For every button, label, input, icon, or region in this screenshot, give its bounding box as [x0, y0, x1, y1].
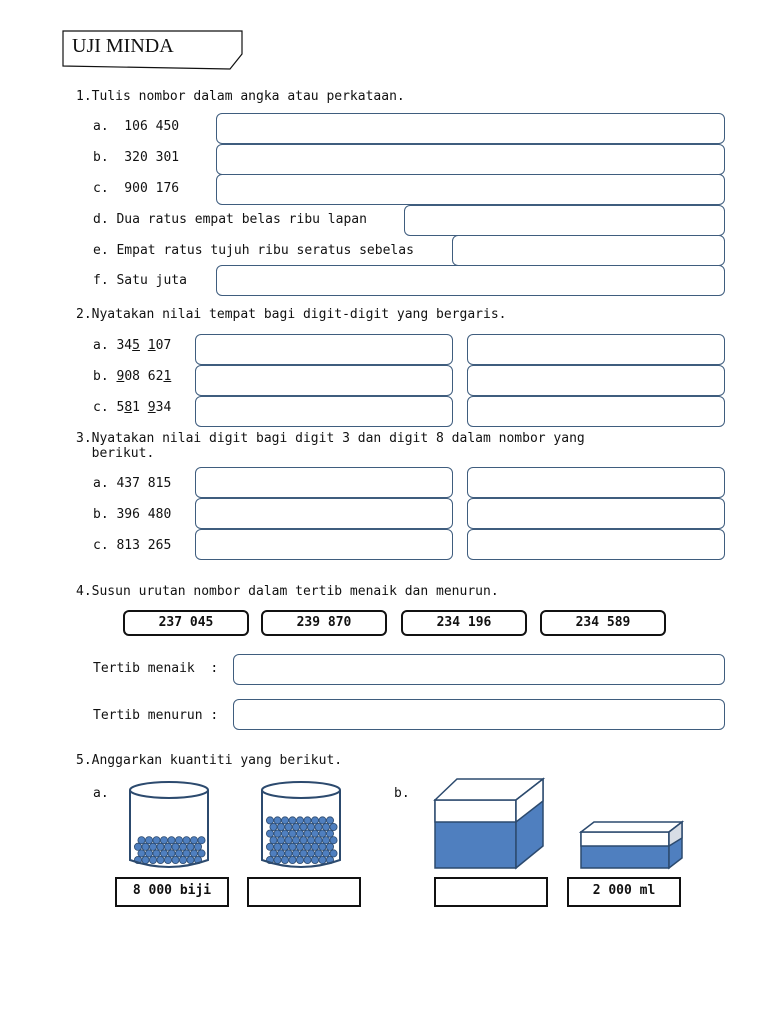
q3-item-c-label: c. 813 265 [93, 538, 172, 553]
q3-answer-c-2[interactable] [467, 529, 725, 560]
q3-answer-b-2[interactable] [467, 498, 725, 529]
q5-answer-b2: 2 000 ml [567, 877, 681, 907]
q3-answer-a-2[interactable] [467, 467, 725, 498]
q1-answer-c[interactable] [216, 174, 725, 205]
q5-part-a-label: a. [93, 786, 109, 801]
q1-answer-f[interactable] [216, 265, 725, 296]
large-water-container-icon [432, 776, 548, 872]
q5-part-b-label: b. [394, 786, 410, 801]
underlined-digit: 1 [147, 338, 156, 353]
q4-prompt: 4.Susun urutan nombor dalam tertib menaik dan menurun. [76, 584, 499, 599]
number-card-1: 237 045 [123, 610, 249, 636]
q2-answer-c-2[interactable] [467, 396, 725, 427]
q3-item-b-label: b. 396 480 [93, 507, 172, 522]
q1-answer-d[interactable] [404, 205, 725, 236]
small-water-container-icon [578, 818, 686, 872]
q3-answer-a-1[interactable] [195, 467, 453, 498]
q5-prompt: 5.Anggarkan kuantiti yang berikut. [76, 753, 343, 768]
underlined-digit: 9 [116, 369, 125, 384]
q1-item-a-label: a. 106 450 [93, 119, 180, 134]
q1-item-e-label: e. Empat ratus tujuh ribu seratus sebelas [93, 243, 414, 258]
q1-answer-e[interactable] [452, 235, 725, 266]
q2-item-b-label: b. 908 621 [93, 369, 172, 384]
jar-with-beads-large-icon [258, 778, 346, 874]
q2-item-a-label: a. 345 107 [93, 338, 172, 353]
ascending-label: Tertib menaik : [93, 661, 219, 676]
q2-item-c-label: c. 581 934 [93, 400, 172, 415]
number-card-2: 239 870 [261, 610, 387, 636]
q1-item-d-label: d. Dua ratus empat belas ribu lapan [93, 212, 367, 227]
underlined-digit: 8 [124, 400, 133, 415]
q5-answer-a1: 8 000 biji [115, 877, 229, 907]
q2-answer-a-2[interactable] [467, 334, 725, 365]
q5-answer-a2[interactable] [247, 877, 361, 907]
underlined-digit: 1 [163, 369, 172, 384]
number-card-4: 234 589 [540, 610, 666, 636]
q1-answer-a[interactable] [216, 113, 725, 144]
q3-prompt-line1: 3.Nyatakan nilai digit bagi digit 3 dan digit 8 dalam nombor yang [76, 431, 585, 446]
q1-item-c-label: c. 900 176 [93, 181, 180, 196]
underlined-digit: 5 [132, 338, 140, 353]
descending-label: Tertib menurun : [93, 708, 219, 723]
underlined-digit: 9 [147, 400, 156, 415]
number-card-3: 234 196 [401, 610, 527, 636]
q3-prompt-line2: berikut. [76, 446, 155, 461]
q2-prompt: 2.Nyatakan nilai tempat bagi digit-digit yang bergaris. [76, 307, 507, 322]
q3-item-a-label: a. 437 815 [93, 476, 172, 491]
q2-answer-a-1[interactable] [195, 334, 453, 365]
q1-answer-b[interactable] [216, 144, 725, 175]
q2-answer-c-1[interactable] [195, 396, 453, 427]
q3-answer-c-1[interactable] [195, 529, 453, 560]
q5-answer-b1[interactable] [434, 877, 548, 907]
ascending-answer[interactable] [233, 654, 725, 685]
q1-item-f-label: f. Satu juta [93, 273, 187, 288]
q2-answer-b-2[interactable] [467, 365, 725, 396]
q2-answer-b-1[interactable] [195, 365, 453, 396]
q1-prompt: 1.Tulis nombor dalam angka atau perkataan. [76, 89, 405, 104]
q1-item-b-label: b. 320 301 [93, 150, 180, 165]
page-title: UJI MINDA [72, 35, 174, 57]
descending-answer[interactable] [233, 699, 725, 730]
q3-answer-b-1[interactable] [195, 498, 453, 529]
jar-with-beads-small-icon [126, 778, 214, 874]
